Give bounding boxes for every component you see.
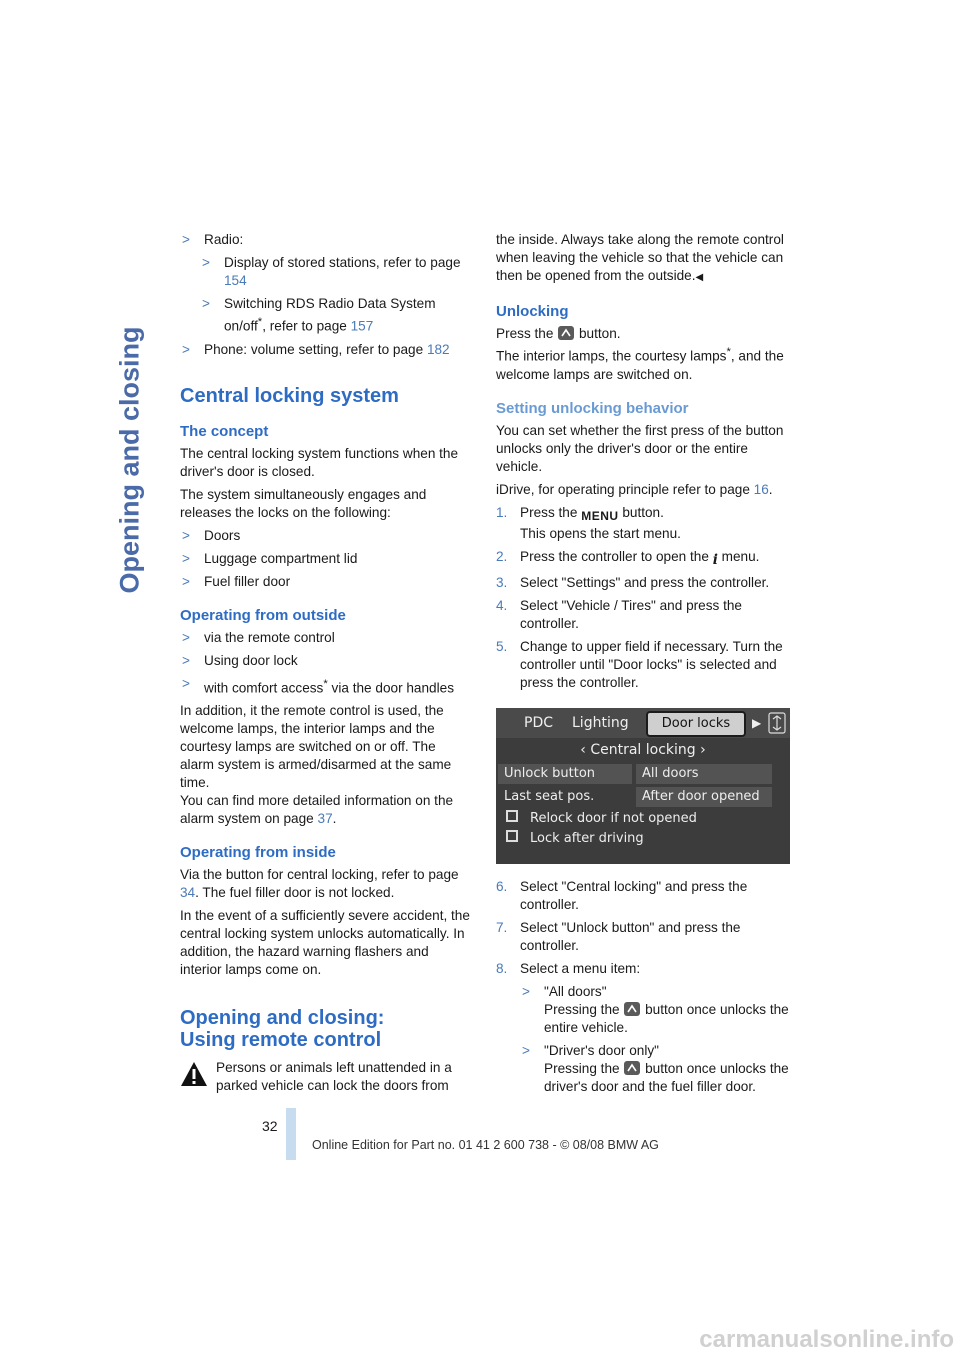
step-text: Select "Settings" and press the controller. [520,574,770,590]
paragraph-text: . [768,481,773,497]
warning-icon [180,1061,208,1087]
heading-inside: Operating from inside [180,844,336,862]
bullet-marker: > [182,527,190,543]
paragraph-text: iDrive, for operating principle refer to page [496,481,754,497]
step-item [496,597,792,633]
step-number: 4. [496,597,508,613]
left-column [180,231,472,1095]
heading-line: Opening and closing: [180,1007,385,1030]
step-number: 5. [496,638,508,654]
paragraph-text: button. [575,326,621,341]
list-item [180,652,472,670]
page-link[interactable]: 157 [350,318,374,334]
paragraph-text: Press the [496,326,558,341]
step-text: Press the controller to open the [520,548,713,564]
paragraph-text: the inside. Always take along the remote control when leaving the vehicle so that the vehicle can then be opened from the outside. [496,232,784,283]
option-item [520,983,792,1037]
page-number: 32 [262,1118,278,1134]
bullet-marker: > [182,629,190,645]
idrive-screen [496,708,790,864]
bullet-marker: > [182,550,190,566]
option-item [520,1042,792,1096]
step-text: Press the [520,504,582,520]
paragraph: The central locking system functions when the driver's door is closed. [180,445,459,479]
list-item-text: with comfort access [204,680,324,696]
side-title [100,230,160,690]
step-item [496,574,792,592]
info-icon: i [712,551,718,568]
heading-line: Using remote control [180,1029,382,1052]
unlock-key-icon [557,325,575,341]
asterisk: * [323,677,328,690]
step-number: 6. [496,878,508,894]
page-link[interactable]: 16 [753,481,769,497]
bullet-marker: > [182,652,190,668]
step-text: menu. [717,548,760,564]
bullet-marker: > [522,983,530,999]
paragraph-text: Via the button for central locking, refer to page [180,867,459,883]
list-item-text: Phone: volume setting, refer to page [204,341,427,357]
paragraph [496,231,792,287]
paragraph [496,325,792,343]
step-item [496,878,792,914]
page-link[interactable]: 34 [180,885,196,901]
step-number: 8. [496,960,508,976]
paragraph-text: The interior lamps, the courtesy lamps [496,348,727,364]
heading-concept: The concept [180,422,269,440]
list-item [180,231,472,249]
page-link[interactable]: 154 [224,273,247,288]
menu-row-label[interactable]: Unlock button [498,764,632,784]
step-number: 2. [496,548,508,564]
bullet-marker: > [182,675,190,691]
step-text: Select "Unlock button" and press the controller. [520,919,741,953]
step-number: 7. [496,919,508,935]
list-item [200,295,472,336]
right-column [496,231,792,1101]
menu-button-icon: MENU [581,508,619,523]
heading-outside: Operating from outside [180,606,346,624]
checkbox-label: Lock after driving [530,830,644,846]
heading-setting: Setting unlocking behavior [496,399,689,417]
paragraph: You can set whether the first press of the button unlocks only the driver's door or the entire vehicle. [496,422,784,474]
screen-tab-bar [496,708,790,738]
paragraph-text: . The fuel filler door is not locked. [195,885,395,901]
option-title: "Driver's door only" [544,1042,659,1058]
list-item [180,675,472,698]
checkbox-row[interactable] [500,809,697,829]
list-item-text: Using door lock [204,652,298,668]
step-item [496,919,792,955]
paragraph [180,792,472,828]
step-text: Select a menu item: [520,960,641,976]
step-item [496,960,792,978]
bullet-marker: > [522,1042,530,1058]
heading-remote [180,1007,472,1051]
list-item [180,629,472,647]
bullet-marker: > [182,573,190,589]
bullet-marker: > [202,255,210,270]
footer-bar [286,1108,296,1160]
footer-edition: Online Edition for Part no. 01 41 2 600 738 - © 08/08 BMW AG [312,1138,659,1152]
step-number: 3. [496,574,508,590]
asterisk: * [726,346,731,358]
watermark: carmanualsonline.info [699,1326,954,1353]
end-marker: ◀ [695,272,704,283]
list-item [180,341,472,359]
list-item [200,254,472,290]
tab-pdc[interactable]: PDC [524,714,553,731]
side-title-text: Opening and closing [114,326,145,594]
heading-central-locking: Central locking system [180,384,399,407]
paragraph: In addition, it the remote control is used, the welcome lamps, the interior lamps and the courtesy lamps are switched on or off. The alarm system is armed/disarmed at the same time. [180,703,452,791]
option-text: button once unlocks the entire vehicle. [544,1001,789,1035]
bullet-marker: > [182,341,190,357]
settings-scroll-icon [768,712,786,734]
step-item [496,548,792,569]
paragraph [496,343,792,384]
page-link[interactable]: 182 [426,341,450,357]
checkbox-icon[interactable] [506,830,518,842]
checkbox-label: Relock door if not opened [530,810,697,826]
step-number: 1. [496,504,508,520]
warning-note [180,1059,472,1095]
checkbox-row[interactable] [500,829,644,849]
bullet-marker: > [202,296,210,311]
option-text: Pressing the [544,1060,624,1076]
step-text: Select "Central locking" and press the controller. [520,878,748,912]
paragraph [496,481,792,499]
option-text: button once unlocks the driver's door and the fuel filler door. [544,1060,789,1094]
paragraph-text: , and the welcome lamps are switched on. [496,348,784,382]
step-item [496,638,792,692]
tab-lighting[interactable]: Lighting [572,714,629,731]
tab-door-locks[interactable]: Door locks [646,711,746,737]
step-text: Select "Vehicle / Tires" and press the controller. [520,597,742,631]
list-item-text: , refer to page [262,318,351,334]
screen-title: ‹ Central locking › [580,741,706,758]
menu-row-value[interactable]: After door opened [636,787,772,807]
step-text: button. [618,504,664,520]
step-text: This opens the start menu. [520,525,681,541]
option-title: "All doors" [544,983,607,999]
menu-row-value[interactable]: All doors [636,764,772,784]
asterisk: * [257,316,263,328]
paragraph-text: You can find more detailed information on the alarm system on page [180,793,454,827]
list-item-text: Radio: [204,232,244,247]
bullet-marker: > [182,232,190,247]
arrow-right-icon[interactable]: ▶ [752,715,762,730]
list-item-text: via the remote control [204,629,335,645]
paragraph-text: . [332,811,337,827]
list-item [180,573,472,591]
list-item-text: Doors [204,527,241,543]
warning-text: Persons or animals left unattended in a parked vehicle can lock the doors from [216,1060,452,1094]
paragraph: In the event of a sufficiently severe accident, the central locking system unlocks automatically. In addition, the hazard warning flashers and interior lamps come on. [180,908,470,978]
checkbox-icon[interactable] [506,810,518,822]
page-link[interactable]: 37 [317,811,333,827]
paragraph: The system simultaneously engages and releases the locks on the following: [180,486,427,520]
option-text: Pressing the [544,1001,624,1017]
step-text: Change to upper field if necessary. Turn the controller until "Door locks" is selected and press the controller. [520,638,783,690]
menu-row-label[interactable]: Last seat pos. [504,788,595,804]
list-item [180,550,472,568]
list-item-text: Fuel filler door [204,573,291,589]
unlock-key-icon [623,1001,641,1017]
step-item [496,504,792,543]
list-item [180,527,472,545]
list-item-text: via the door handles [327,680,454,696]
list-item-text: Luggage compartment lid [204,550,358,566]
unlock-key-icon [623,1060,641,1076]
heading-unlocking: Unlocking [496,303,569,320]
list-item-text: Switching RDS Radio Data System on/off [224,296,436,334]
list-item-text: Display of stored stations, refer to page [224,255,461,270]
paragraph [180,866,472,902]
